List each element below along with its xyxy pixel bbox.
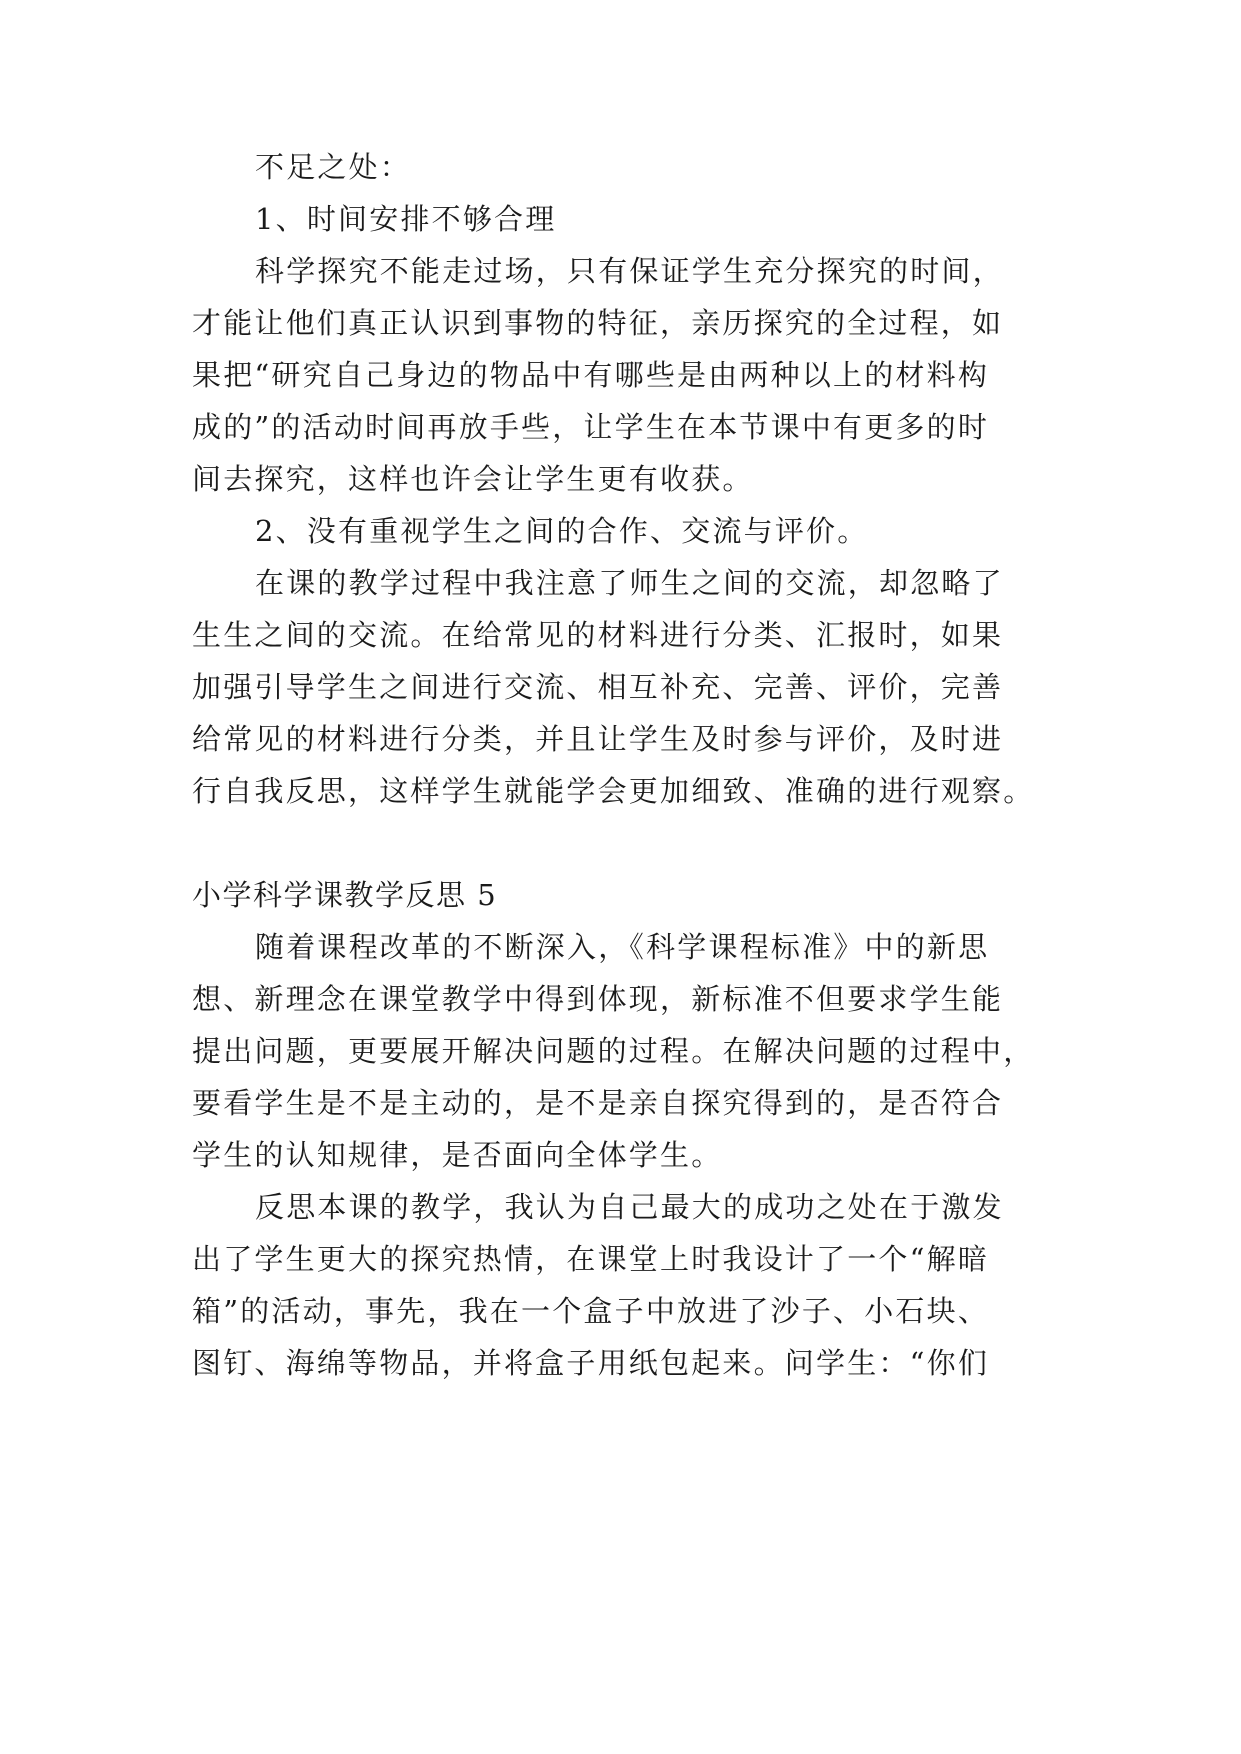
para1-line-3: 提出问题，更要展开解决问题的过程。在解决问题的过程中， xyxy=(192,1034,1035,1068)
item1-line-4: 成的”的活动时间再放手些，让学生在本节课中有更多的时 xyxy=(192,410,990,444)
item2-line-3: 加强引导学生之间进行交流、相互补充、完善、评价，完善 xyxy=(192,670,1004,704)
item1-line-1: 科学探究不能走过场，只有保证学生充分探究的时间， xyxy=(255,254,1004,288)
para2-line-3: 箱”的活动，事先，我在一个盒子中放进了沙子、小石块、 xyxy=(192,1294,990,1328)
item1-line-2: 才能让他们真正认识到事物的特征，亲历探究的全过程，如 xyxy=(192,306,1004,340)
item2-title: 2、没有重视学生之间的合作、交流与评价。 xyxy=(255,514,869,548)
item1-line-3: 果把“研究自己身边的物品中有哪些是由两种以上的材料构 xyxy=(192,358,990,392)
item2-line-4: 给常见的材料进行分类，并且让学生及时参与评价，及时进 xyxy=(192,722,1004,756)
para2-line-1: 反思本课的教学，我认为自己最大的成功之处在于激发 xyxy=(255,1190,1004,1224)
item1-title: 1、时间安排不够合理 xyxy=(255,202,557,236)
item2-line-5: 行自我反思，这样学生就能学会更加细致、准确的进行观察。 xyxy=(192,774,1035,808)
para1-line-5: 学生的认知规律，是否面向全体学生。 xyxy=(192,1138,723,1172)
item1-line-5: 间去探究，这样也许会让学生更有收获。 xyxy=(192,462,754,496)
para1-line-2: 想、新理念在课堂教学中得到体现，新标准不但要求学生能 xyxy=(192,982,1004,1016)
shortcomings-heading: 不足之处： xyxy=(255,150,412,184)
para1-line-4: 要看学生是不是主动的，是不是亲自探究得到的，是否符合 xyxy=(192,1086,1004,1120)
para2-line-2: 出了学生更大的探究热情，在课堂上时我设计了一个“解暗 xyxy=(192,1242,990,1276)
para1-line-1: 随着课程改革的不断深入，《科学课程标准》中的新思 xyxy=(255,930,990,964)
item2-line-1: 在课的教学过程中我注意了师生之间的交流，却忽略了 xyxy=(255,566,1004,600)
item2-line-2: 生生之间的交流。在给常见的材料进行分类、汇报时，如果 xyxy=(192,618,1004,652)
para2-line-4: 图钉、海绵等物品，并将盒子用纸包起来。问学生：“你们 xyxy=(192,1346,990,1380)
section-title: 小学科学课教学反思 5 xyxy=(192,878,498,912)
